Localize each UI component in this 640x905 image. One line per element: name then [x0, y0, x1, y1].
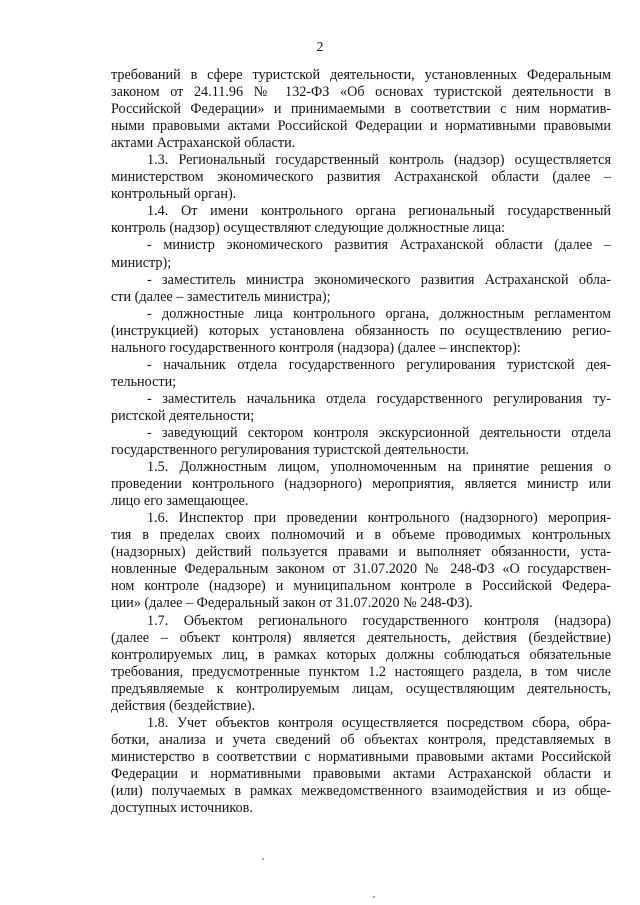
text-line: Федерации и нормативными правовыми актами Астраханской области и [111, 765, 611, 782]
text-line: актами Астраханской области. [111, 135, 296, 152]
text-line: предъявляемые к контролируемым лицам, осуществляющим деятельность, [111, 680, 611, 697]
document-body [111, 67, 611, 817]
text-line: тельности; [111, 373, 177, 390]
text-line: новленные Федеральным законом от 31.07.2020 № 248-ФЗ «О государствен- [111, 561, 611, 578]
text-line: 1.8. Учет объектов контроля осуществляется посредством сбора, обра- [147, 714, 611, 731]
text-line: ботки, анализа и учета сведений об объектах контроля, представляемых в [111, 731, 611, 748]
text-line: контрольный орган). [111, 186, 237, 203]
text-line: тия в пределах своих полномочий и в объеме проводимых контрольных [111, 527, 611, 544]
text-line: лицо его замещающее. [111, 493, 249, 510]
text-line: - заместитель министра экономического развития Астраханской обла- [147, 271, 611, 288]
text-line: - заведующий сектором контроля экскурсионной деятельности отдела [147, 424, 611, 441]
text-line: - начальник отдела государственного регулирования туристской дея- [147, 356, 611, 373]
text-line: министерство в соответствии с нормативными правовыми актами Российской [111, 748, 611, 765]
text-line: 1.3. Региональный государственный контроль (надзор) осуществляется [147, 152, 611, 169]
text-line: контролируемых лиц, в рамках которых должны соблюдаться обязательные [111, 646, 611, 663]
text-line: 1.4. От имени контрольного органа региональный государственный [147, 203, 611, 220]
text-line: требований в сфере туристской деятельности, установленных Федеральным [111, 67, 611, 83]
text-line: действия (бездействие). [111, 697, 256, 714]
text-line: контроль (надзор) осуществляют следующие должностные лица: [111, 220, 506, 237]
text-line: - министр экономического развития Астраханской области (далее – [147, 237, 611, 254]
text-line: министр); [111, 254, 172, 271]
text-line: 1.7. Объектом регионального государственного контроля (надзора) [147, 612, 611, 629]
text-line: доступных источников. [111, 800, 253, 817]
scan-speck [262, 858, 264, 860]
page-number: 2 [316, 40, 324, 55]
text-line: - должностные лица контрольного органа, должностным регламентом [147, 305, 611, 322]
text-line: (надзорных) действий пользуется правами и выполняет обязанности, уста- [111, 544, 611, 561]
text-line: Российской Федерации» и принимаемыми в соответствии с ним норматив- [111, 101, 611, 118]
text-line: (или) получаемых в рамках межведомственного взаимодействия и из обще- [111, 782, 611, 799]
text-line: государственного регулирования туристской деятельности. [111, 442, 470, 459]
text-line: проведении контрольного (надзорного) мероприятия, является министр или [111, 476, 611, 493]
text-line: - заместитель начальника отдела государственного регулирования ту- [147, 390, 611, 407]
text-line: министерством экономического развития Астраханской области (далее – [111, 169, 611, 186]
text-line: 1.5. Должностным лицом, уполномоченным на принятие решения о [147, 459, 611, 476]
text-line: нального государственного контроля (надзора) (далее – инспектор): [111, 339, 521, 356]
scan-speck [373, 896, 375, 898]
text-line: 1.6. Инспектор при проведении контрольного (надзорного) мероприя- [147, 510, 611, 527]
text-line: ном контроле (надзоре) и муниципальном контроле в Российской Федера- [111, 578, 611, 595]
text-line: ции» (далее – Федеральный закон от 31.07.2020 № 248-ФЗ). [111, 595, 473, 612]
text-line: законом от 24.11.96 № 132-ФЗ «Об основах туристской деятельности в [111, 84, 611, 101]
text-line: ристской деятельности; [111, 407, 255, 424]
text-line: (далее – объект контроля) является деятельность, действия (бездействие) [111, 629, 611, 646]
text-line: (инструкцией) которых установлена обязанность по осуществлению регио- [111, 322, 611, 339]
text-line: ными правовыми актами Российской Федерации и нормативными правовыми [111, 118, 611, 135]
text-line: сти (далее – заместитель министра); [111, 288, 331, 305]
text-line: требования, предусмотренные пунктом 1.2 настоящего раздела, в том числе [111, 663, 611, 680]
